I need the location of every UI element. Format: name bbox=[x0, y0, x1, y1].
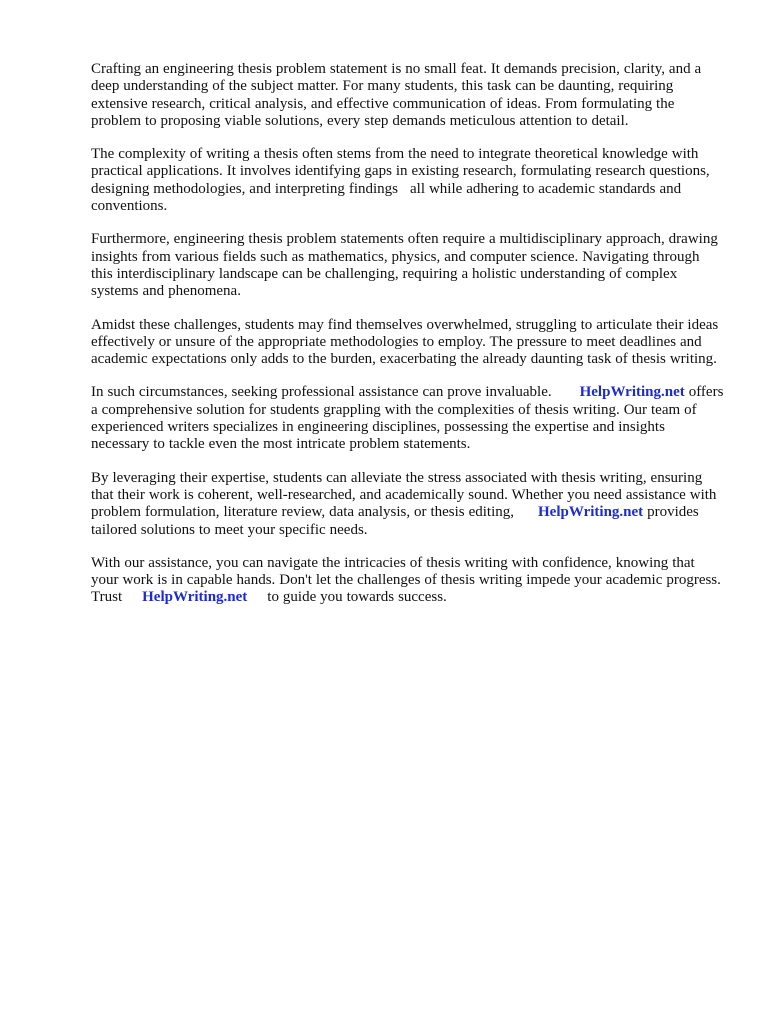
paragraph-assistance bbox=[91, 384, 724, 453]
helpwriting-link[interactable]: HelpWriting.net bbox=[579, 384, 685, 401]
paragraph-text: Crafting an engineering thesis problem statement is no small feat. It demands precision, clarity, and a deep understanding of the subject matter. For many students, this task can be daunting, requiring extensive research, critical analysis, and effective communication of ideas. From formulating the problem to proposing viable solutions, every step demands meticulous attention to detail. bbox=[91, 61, 702, 129]
paragraph-text: Furthermore, engineering thesis problem statements often require a multidisciplinary approach, drawing insights from various fields such as mathematics, physics, and computer science. Navigating through this interdisciplinary landscape can be challenging, requiring a holistic understanding of complex systems and phenomena. bbox=[91, 231, 718, 300]
paragraph-conclusion bbox=[91, 555, 724, 607]
helpwriting-link[interactable]: HelpWriting.net bbox=[538, 504, 644, 521]
helpwriting-link[interactable]: HelpWriting.net bbox=[142, 589, 248, 606]
paragraph-complexity bbox=[91, 146, 724, 215]
paragraph-challenges bbox=[91, 317, 724, 369]
paragraph-leveraging bbox=[91, 470, 724, 539]
paragraph-text: all while adhering to academic standards and conventions. bbox=[91, 180, 682, 215]
paragraph-text: The complexity of writing a thesis often stems from the need to integrate theoretical knowledge with practical applications. It involves identifying gaps in existing research, formulating research questions, designing methodologies, and interpreting findings bbox=[91, 146, 710, 197]
paragraph-text: With our assistance, you can navigate the intricacies of thesis writing with confidence, knowing that your work is in capable hands. Don't let the challenges of thesis writing impede your academic progress. Trust bbox=[91, 554, 721, 606]
paragraph-text: provides tailored solutions to meet your specific needs. bbox=[91, 504, 699, 538]
paragraph-text: offers a comprehensive solution for students grappling with the complexities of thesis writing. Our team of experienced writers specializes in engineering disciplines, possessing the expertise and insights necessary to tackle even the most intricate problem statements. bbox=[91, 384, 724, 453]
paragraph-text: By leveraging their expertise, students can alleviate the stress associated with thesis writing, ensuring that their work is coherent, well-researched, and academically sound. Whether you need assistance with problem formulation, literature review, data analysis, or thesis editing, bbox=[91, 469, 717, 521]
paragraph-text: to guide you towards success. bbox=[267, 589, 447, 606]
paragraph-intro bbox=[91, 61, 724, 130]
paragraph-multidisciplinary bbox=[91, 231, 724, 300]
paragraph-text: Amidst these challenges, students may find themselves overwhelmed, struggling to articulate their ideas effectively or unsure of the appropriate methodologies to employ. The pressure to meet deadlines and academic expectations only adds to the burden, exacerbating the already daunting task of thesis writing. bbox=[91, 316, 719, 368]
paragraph-text: In such circumstances, seeking professional assistance can prove invaluable. bbox=[91, 384, 552, 401]
